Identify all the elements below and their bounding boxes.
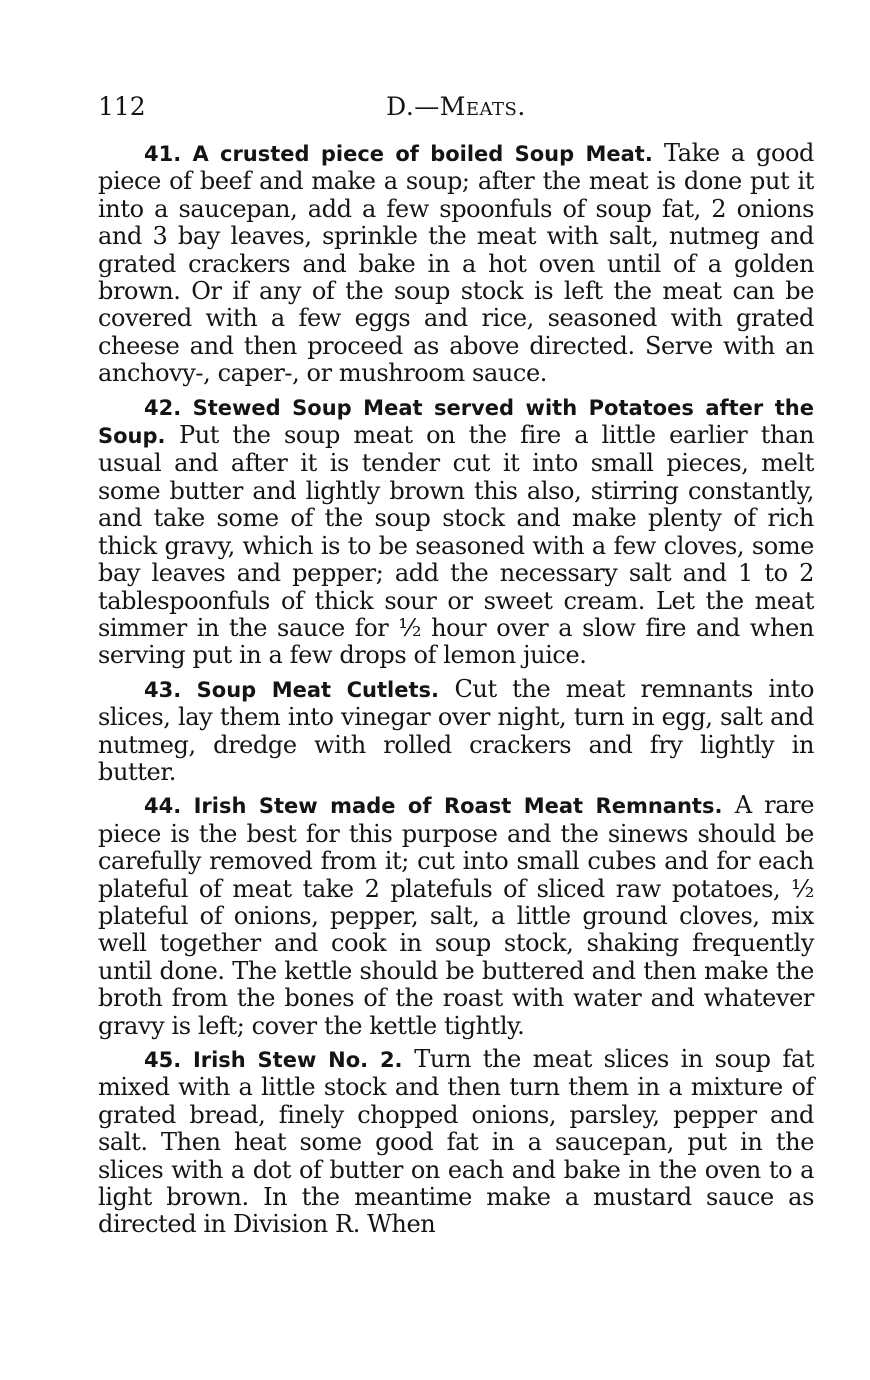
recipe-45 [98,1046,814,1239]
recipe-number: 44. [144,794,182,819]
recipe-42 [98,394,814,670]
recipe-text: Take a good piece of beef and make a soup; after the meat is done put it into a saucepan, add a few spoonfuls of soup fat, 2 onions and 3 bay leaves, sprinkle the meat with salt, nutmeg and grated crackers and bake in a hot oven until of a golden brown. Or if any of the soup stock is left the meat can be covered with a few eggs and rice, seasoned with grated cheese and then proceed as above directed. Serve with an anchovy-, caper-, or mushroom sauce. [98,139,815,388]
recipe-text: Put the soup meat on the fire a little earlier than usual and after it is tender cut it into small pieces, melt some butter and lightly brown this also, stirring constantly, and take some of the soup stock and make plenty of rich thick gravy, which is to be seasoned with a few cloves, some bay leaves and pepper; add the necessary salt and 1 to 2 tablespoonfuls of thick sour or sweet cream. Let the meat simmer in the sauce for ½ hour over a slow fire and when serving put in a few drops of lemon juice. [98,421,814,670]
page-body [98,140,814,1245]
recipe-number: 41. [144,142,182,166]
recipe-41 [98,140,814,388]
recipe-title: A crusted piece of boiled Soup Meat. [192,142,653,166]
page-number: 112 [98,92,146,121]
recipe-title: Irish Stew No. 2. [192,1048,403,1072]
recipe-number: 45. [144,1048,182,1072]
recipe-43 [98,676,814,787]
recipe-text: Turn the meat slices in soup fat mixed with a little stock and then turn them in a mixture of grated bread, finely chopped onions, parsley, pepper and salt. Then heat some good fat in a saucepan, put in the slices with a dot of butter on each and bake in the oven to a light brown. In the meantime make a mustard sauce as directed in Division R. When [98,1045,815,1239]
recipe-title: Stewed Soup Meat served with Potatoes after the Soup. [98,395,814,449]
recipe-number: 43. [144,677,182,702]
recipe-title: Irish Stew made of Roast Meat Remnants. [193,794,723,819]
running-head [98,92,814,128]
recipe-44 [98,792,814,1040]
recipe-title: Soup Meat Cutlets. [196,677,439,702]
section-title: D.—Meats. [386,92,526,121]
recipe-number: 42. [144,395,182,420]
recipe-text: A rare piece is the best for this purpose and the sinews should be carefully removed from it; cut into small cubes and for each plateful of meat take 2 platefuls of sliced raw potatoes, ½ plateful of onions, pepper, salt, a little ground cloves, mix well together and cook in soup stock, shaking frequently until done. The kettle should be buttered and then make the broth from the bones of the roast with water and whatever gravy is left; cover the kettle tightly. [98,791,814,1040]
recipe-text: Cut the meat remnants into slices, lay them into vinegar over night, turn in egg, salt and nutmeg, dredge with rolled crackers and fry lightly in butter. [98,674,814,786]
